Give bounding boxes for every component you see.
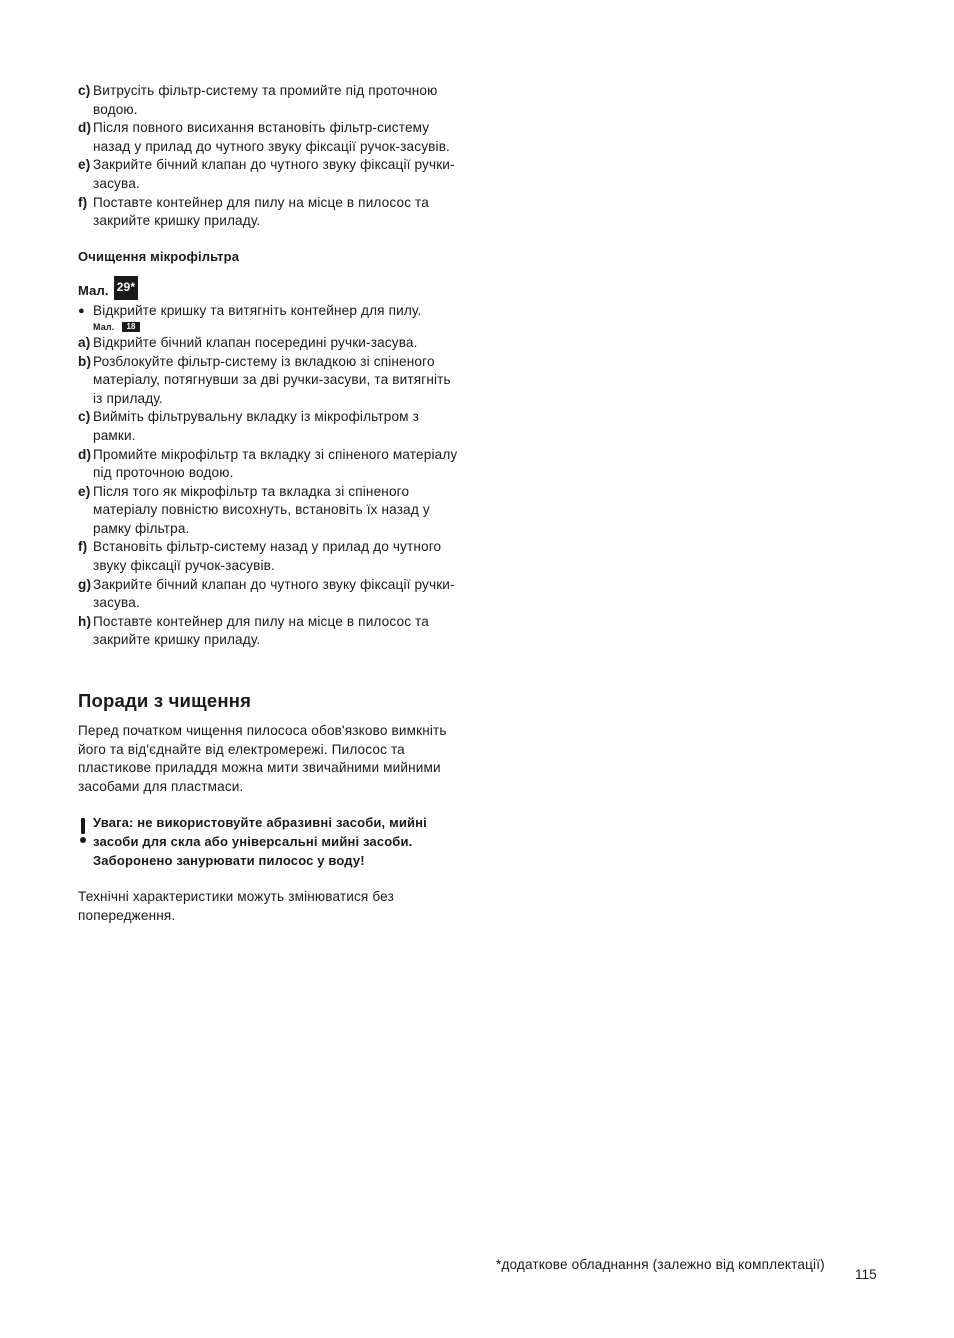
figure-number-badge: 29*: [114, 276, 138, 300]
step-label: e): [78, 157, 91, 173]
step-item: [78, 156, 462, 193]
step-text: Після повного висихання встановіть фільтр-систему назад у прилад до чутного звуку фіксації ручок-засувів.: [93, 120, 450, 154]
exclamation-icon: [78, 814, 93, 850]
step-label: a): [78, 334, 91, 350]
specs-note: Технічні характеристики можуть змінюватися без попередження.: [78, 889, 394, 923]
step-text: Розблокуйте фільтр-систему із вкладкою зі спіненого матеріалу, потягнувши за дві ручки-засуви, та витягніть із приладу.: [93, 353, 451, 406]
step-item: [78, 82, 462, 119]
step-text: Відкрийте бічний клапан посередині ручки-засува.: [93, 334, 418, 350]
bullet-dot-icon: ●: [78, 305, 85, 318]
microfilter-heading: Очищення мікрофільтра: [78, 248, 240, 264]
step-text: Вийміть фільтрувальну вкладку із мікрофільтром з рамки.: [93, 409, 419, 443]
step-text: Закрийте бічний клапан до чутного звуку фіксації ручки-засува.: [93, 576, 455, 611]
step-label: d): [78, 120, 92, 136]
step-item: [78, 613, 462, 650]
step-text: Промийте мікрофільтр та вкладку зі спіненого матеріалу під проточною водою.: [93, 446, 458, 481]
step-item: [78, 194, 462, 231]
bullet-text: Відкрийте кришку та витягніть контейнер для пилу.: [93, 303, 422, 319]
warning-text: Увага: не використовуйте абразивні засоби, мийні засоби для скла або універсальні мийні засоби. Заборонено занурювати пилосос у воду!: [93, 815, 427, 868]
step-label: c): [78, 83, 91, 98]
step-text: Закрийте бічний клапан до чутного звуку фіксації ручки-засува.: [93, 157, 455, 191]
step-item: [78, 334, 462, 353]
tips-paragraph: Перед початком чищення пилососа обов'язково вимкніть його та від'єднайте від електромережі. Пилосос та пластикове приладдя можна мити звичайними мийними засобами для пластмаси.: [78, 723, 447, 794]
bullet-block: [78, 302, 462, 334]
step-list-1: [78, 82, 462, 231]
sub-figure-reference: [78, 321, 462, 334]
figure-label: Мал.: [78, 282, 109, 298]
step-text: Встановіть фільтр-систему назад у прилад до чутного звуку фіксації ручок-засувів.: [93, 539, 442, 574]
step-label: e): [78, 483, 91, 499]
step-text: Поставте контейнер для пилу на місце в пилосос та закрийте кришку приладу.: [93, 194, 429, 229]
step-label: f): [78, 539, 88, 555]
sub-figure-number-badge: 18: [122, 322, 139, 332]
figure-reference: [78, 276, 462, 300]
bullet-item: [78, 302, 462, 321]
step-label: b): [78, 353, 92, 369]
step-text: Після того як мікрофільтр та вкладка зі спіненого матеріалу повністю висохнуть, встановіть їх назад у рамку фільтра.: [93, 483, 430, 536]
step-item: [78, 408, 462, 445]
footer-note: *додаткове обладнання (залежно від комплектації): [496, 1257, 825, 1272]
step-item: [78, 538, 462, 575]
sub-figure-label: Мал.: [93, 321, 115, 332]
step-item: [78, 353, 462, 409]
text-column: [78, 82, 462, 925]
page-number: 115: [855, 1267, 877, 1282]
step-text: Витрусіть фільтр-систему та промийте під проточною водою.: [93, 83, 438, 117]
step-label: f): [78, 194, 88, 210]
step-item: [78, 119, 462, 156]
step-item: [78, 483, 462, 539]
step-label: g): [78, 576, 92, 592]
tips-heading: Поради з чищення: [78, 690, 252, 712]
step-item: [78, 446, 462, 483]
step-label: c): [78, 409, 91, 425]
warning-block: [78, 814, 462, 870]
step-text: Поставте контейнер для пилу на місце в пилосос та закрийте кришку приладу.: [93, 613, 429, 648]
step-label: d): [78, 446, 92, 462]
step-label: h): [78, 613, 92, 629]
step-list-2: [78, 334, 462, 650]
step-item: [78, 576, 462, 613]
